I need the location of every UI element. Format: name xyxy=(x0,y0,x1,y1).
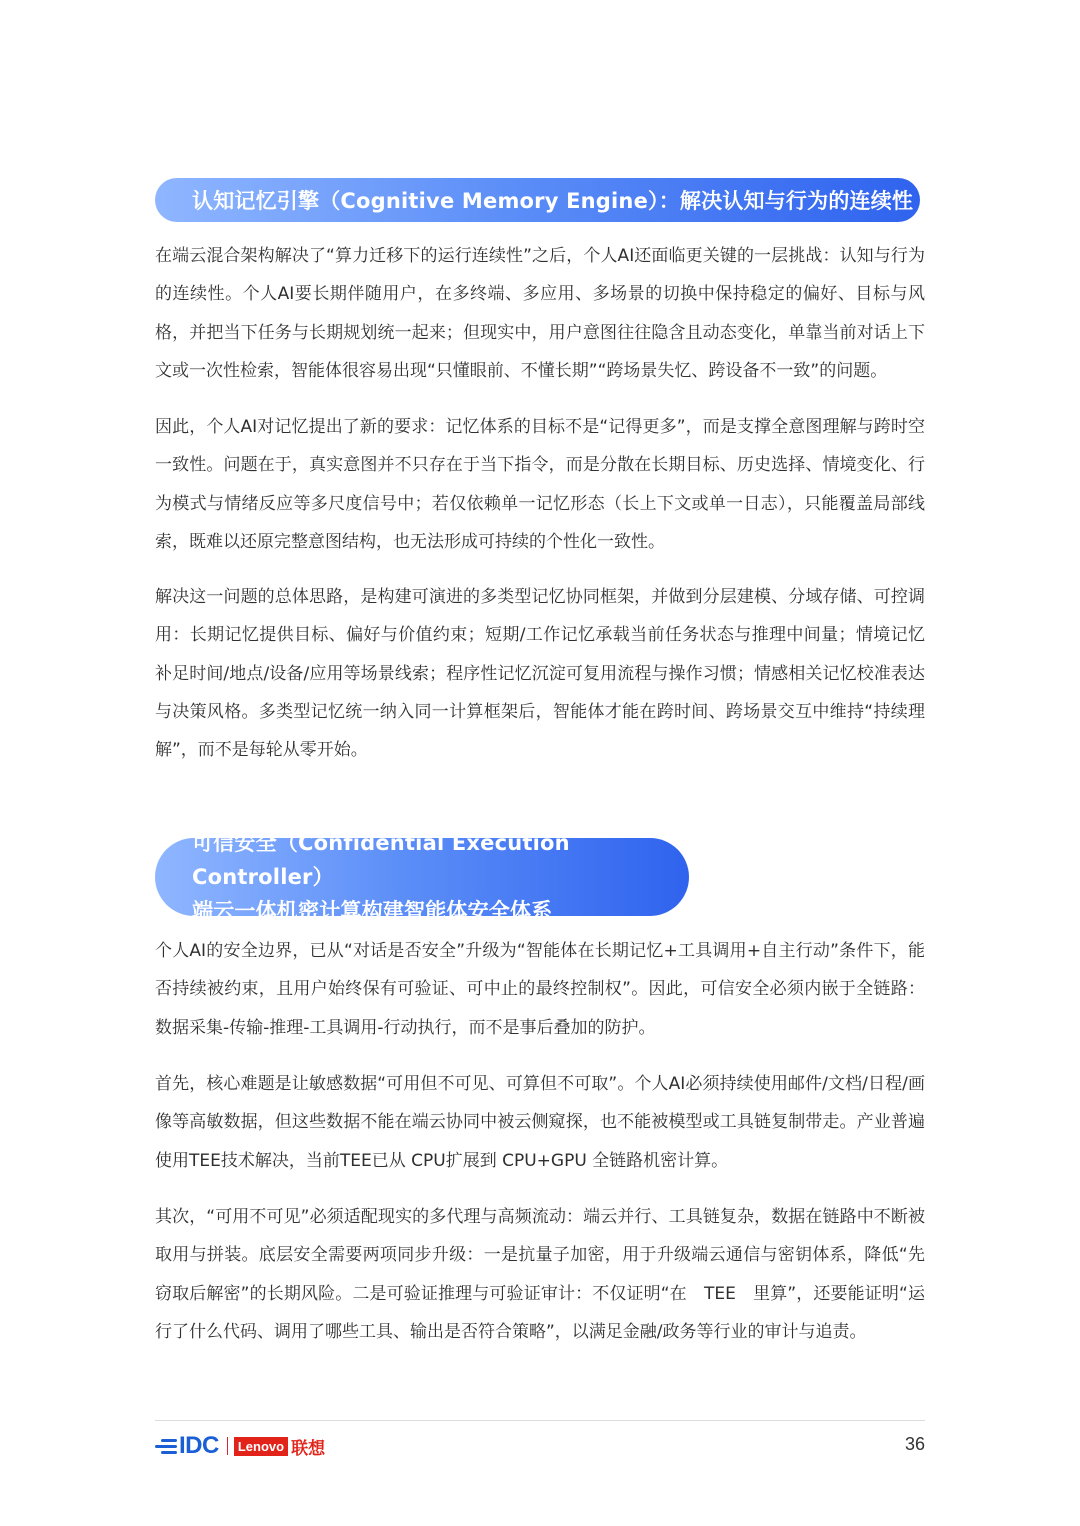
section-heading-confidential-execution xyxy=(155,831,689,923)
paragraph: 解决这一问题的总体思路，是构建可演进的多类型记忆协同框架，并做到分层建模、分域存储、可控调用：长期记忆提供目标、偏好与价值约束；短期/工作记忆承载当前任务状态与推理中间量；情境记忆补足时间/地点/设备/应用等场景线索；程序性记忆沉淀可复用流程与操作习惯；情感相关记忆校准表达与决策风格。多类型记忆统一纳入同一计算框架后，智能体才能在跨时间、跨场景交互中维持“持续理解”，而不是每轮从零开始。 xyxy=(155,587,925,761)
paragraph: 在端云混合架构解决了“算力迁移下的运行连续性”之后，个人AI还面临更关键的一层挑战：认知与行为的连续性。个人AI要长期伴随用户，在多终端、多应用、多场景的切换中保持稳定的偏好、目标与风格，并把当下任务与长期规划统一起来；但现实中，用户意图往往隐含且动态变化，单靠当前对话上下文或一次性检索，智能体很容易出现“只懂眼前、不懂长期”“跨场景失忆、跨设备不一致”的问题。 xyxy=(155,246,925,381)
footer-logos xyxy=(155,1434,325,1458)
section-heading-line: 认知记忆引擎（Cognitive Memory Engine）：解决认知与行为的连续性 xyxy=(192,189,914,213)
section-heading-line: 端云一体机密计算构建智能体安全体系 xyxy=(192,899,553,923)
paragraph: 其次，“可用不可见”必须适配现实的多代理与高频流动：端云并行、工具链复杂，数据在链路中不断被取用与拼装。底层安全需要两项同步升级：一是抗量子加密，用于升级端云通信与密钥体系，降低“先窃取后解密”的长期风险。二是可验证推理与可验证审计：不仅证明“在 TEE 里算”，还要能证明“运行了什么代码、调用了哪些工具、输出是否符合策略”，以满足金融/政务等行业的审计与追责。 xyxy=(155,1207,925,1342)
paragraph: 因此，个人AI对记忆提出了新的要求：记忆体系的目标不是“记得更多”，而是支撑全意图理解与跨时空一致性。问题在于，真实意图并不只存在于当下指令，而是分散在长期目标、历史选择、情境变化、行为模式与情绪反应等多尺度信号中；若仅依赖单一记忆形态（长上下文或单一日志），只能覆盖局部线索，既难以还原完整意图结构，也无法形成可持续的个性化一致性。 xyxy=(155,417,925,552)
idc-logo: IDC xyxy=(179,1432,219,1459)
paragraph: 首先，核心难题是让敏感数据“可用但不可见、可算但不可取”。个人AI必须持续使用邮件/文档/日程/画像等高敏数据，但这些数据不能在端云协同中被云侧窥探，也不能被模型或工具链复制带走。产业普遍使用TEE技术解决，当前TEE已从 CPU扩展到 CPU+GPU 全链路机密计算。 xyxy=(155,1074,925,1171)
idc-logo-icon xyxy=(155,1436,177,1456)
lenovo-logo: Lenovo xyxy=(234,1437,288,1456)
footer-divider xyxy=(155,1420,925,1421)
logo-divider xyxy=(227,1437,228,1455)
page-number: 36 xyxy=(904,1434,925,1454)
section-heading-line: 可信安全（Confidential Execution Controller） xyxy=(192,831,570,889)
section-heading-cognitive-memory xyxy=(155,178,920,222)
lenovo-logo-cn: 联想 xyxy=(291,1438,326,1459)
paragraph: 个人AI的安全边界，已从“对话是否安全”升级为“智能体在长期记忆+工具调用+自主行动”条件下，能否持续被约束，且用户始终保有可验证、可中止的最终控制权”。因此，可信安全必须内嵌于全链路：数据采集-传输-推理-工具调用-行动执行，而不是事后叠加的防护。 xyxy=(155,941,925,1038)
